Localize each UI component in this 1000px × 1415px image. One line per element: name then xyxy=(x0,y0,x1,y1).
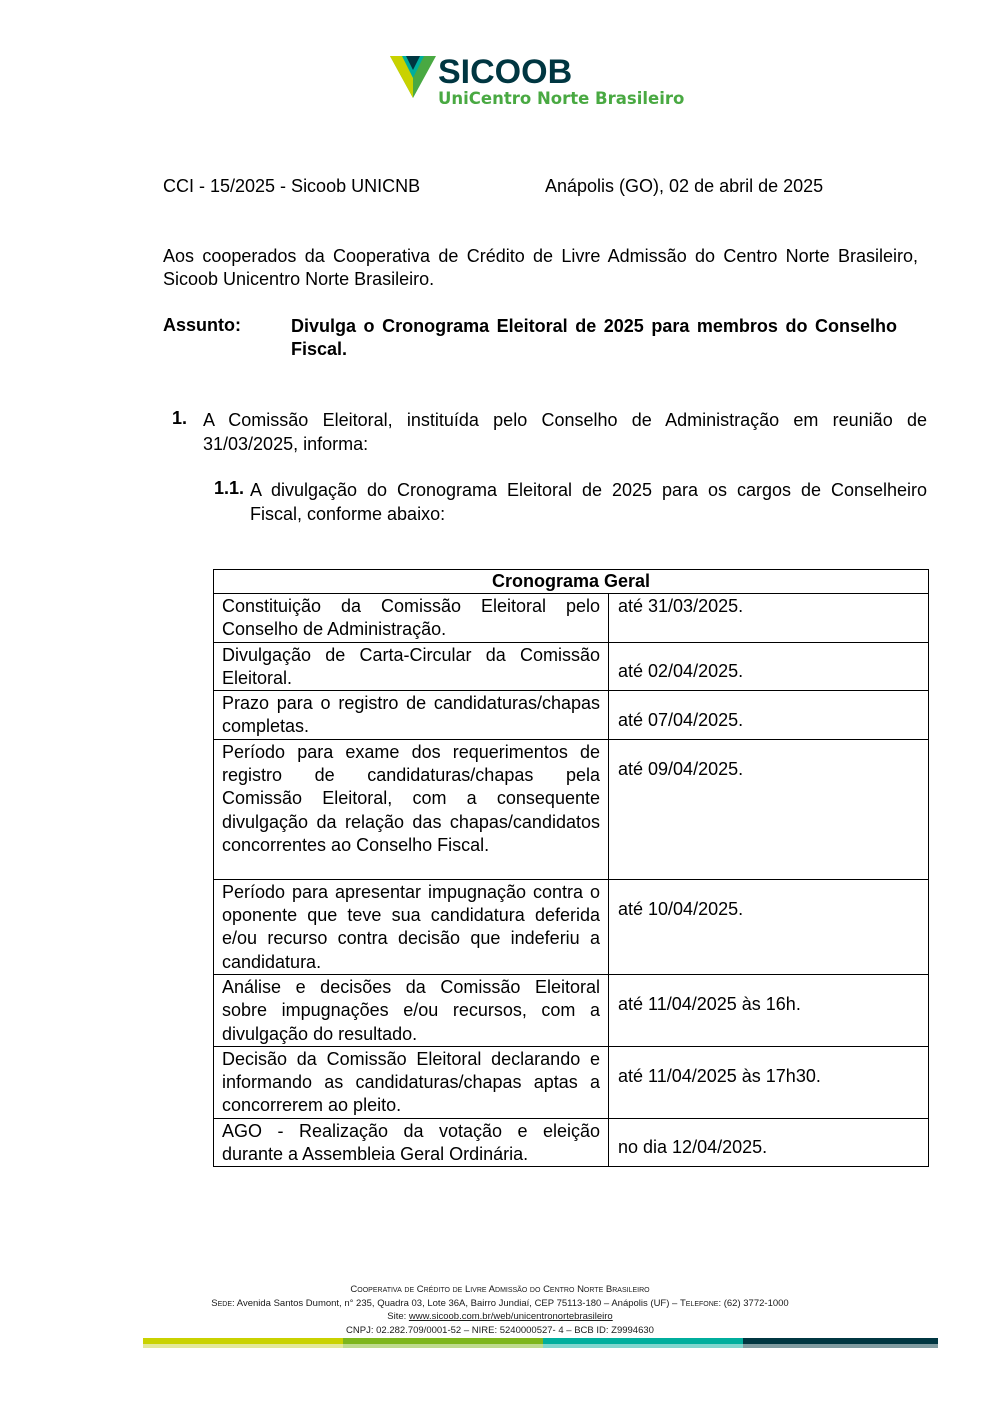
date-cell: até 07/04/2025. xyxy=(609,691,929,740)
date-cell: até 11/04/2025 às 16h. xyxy=(609,974,929,1046)
subject-label: Assunto: xyxy=(163,315,241,335)
activity-cell: Período para apresentar impugnação contra o oponente que teve sua candidatura deferida e/ou recurso contra decisão que indeferiu a candidatura. xyxy=(214,879,609,974)
footer-cooperative-name: Cooperativa de Crédito de Livre Admissão do Centro Norte Brasileiro xyxy=(350,1284,650,1295)
place-date: Anápolis (GO), 02 de abril de 2025 xyxy=(545,176,824,196)
table-row xyxy=(214,974,929,1046)
table-row xyxy=(214,739,929,879)
footer-site-label: Site: xyxy=(387,1311,407,1322)
item-text: A Comissão Eleitoral, instituída pelo Conselho de Administração em reunião de 31/03/2025, informa: xyxy=(203,410,927,454)
table-row xyxy=(214,879,929,974)
footer-sede: Avenida Santos Dumont, n° 235, Quadra 03, Lote 36A, Bairro Jundiaí, CEP 75113-180 – Anápolis (UF) – xyxy=(236,1297,678,1309)
footer-site-line xyxy=(0,1310,1000,1324)
date-cell: no dia 12/04/2025. xyxy=(609,1118,929,1167)
activity-cell: Prazo para o registro de candidaturas/chapas completas. xyxy=(214,691,609,740)
sicoob-logo-icon xyxy=(390,54,436,100)
date-cell: até 11/04/2025 às 17h30. xyxy=(609,1046,929,1118)
logo-brand: SICOOB xyxy=(438,53,573,91)
table-row xyxy=(214,594,929,643)
footer-address xyxy=(0,1297,1000,1311)
footer xyxy=(0,1283,1000,1337)
recipients: Aos cooperados da Cooperativa de Crédito de Livre Admissão do Centro Norte Brasileiro, Sicoob Unicentro Norte Brasileiro. xyxy=(163,246,918,289)
subitem-number: 1.1. xyxy=(214,478,245,498)
table-row xyxy=(214,1118,929,1167)
table-row xyxy=(214,1046,929,1118)
activity-cell: Decisão da Comissão Eleitoral declarando e informando as candidaturas/chapas aptas a concorrerem ao pleito. xyxy=(214,1046,609,1118)
footer-color-bar xyxy=(143,1338,938,1350)
schedule-table xyxy=(213,569,929,1167)
logo-subtitle: UniCentro Norte Brasileiro xyxy=(438,89,685,108)
activity-cell: AGO - Realização da votação e eleição durante a Assembleia Geral Ordinária. xyxy=(214,1118,609,1167)
date-cell: até 31/03/2025. xyxy=(609,594,929,643)
subitem-text: A divulgação do Cronograma Eleitoral de 2025 para os cargos de Conselheiro Fiscal, conforme abaixo: xyxy=(250,480,927,524)
footer-site-link[interactable]: www.sicoob.com.br/web/unicentronortebrasileiro xyxy=(408,1311,613,1322)
date-cell: até 10/04/2025. xyxy=(609,879,929,974)
table-row xyxy=(214,691,929,740)
activity-cell: Constituição da Comissão Eleitoral pelo Conselho de Administração. xyxy=(214,594,609,643)
date-cell: até 02/04/2025. xyxy=(609,642,929,691)
footer-phone-label: Telefone: xyxy=(679,1297,722,1309)
date-cell: até 09/04/2025. xyxy=(609,739,929,879)
activity-cell: Período para exame dos requerimentos de registro de candidaturas/chapas pela Comissão Eleitoral, com a consequente divulgação da relação das chapas/candidatos concorrentes ao Conselho Fiscal. xyxy=(214,739,609,879)
subject-text: Divulga o Cronograma Eleitoral de 2025 para membros do Conselho Fiscal. xyxy=(291,316,897,359)
footer-ids: CNPJ: 02.282.709/0001-52 – NIRE: 5240000527- 4 – BCB ID: Z9994630 xyxy=(346,1324,654,1336)
document-reference: CCI - 15/2025 - Sicoob UNICNB xyxy=(163,176,421,196)
item-number: 1. xyxy=(172,408,188,428)
footer-sede-label: Sede: xyxy=(211,1297,235,1309)
activity-cell: Análise e decisões da Comissão Eleitoral sobre impugnações e/ou recursos, com a divulgação do resultado. xyxy=(214,974,609,1046)
footer-phone: (62) 3772-1000 xyxy=(723,1297,789,1309)
table-title: Cronograma Geral xyxy=(214,570,929,594)
table-header-row xyxy=(214,570,929,594)
sicoob-logo xyxy=(390,52,690,114)
activity-cell: Divulgação de Carta-Circular da Comissão Eleitoral. xyxy=(214,642,609,691)
table-row xyxy=(214,642,929,691)
